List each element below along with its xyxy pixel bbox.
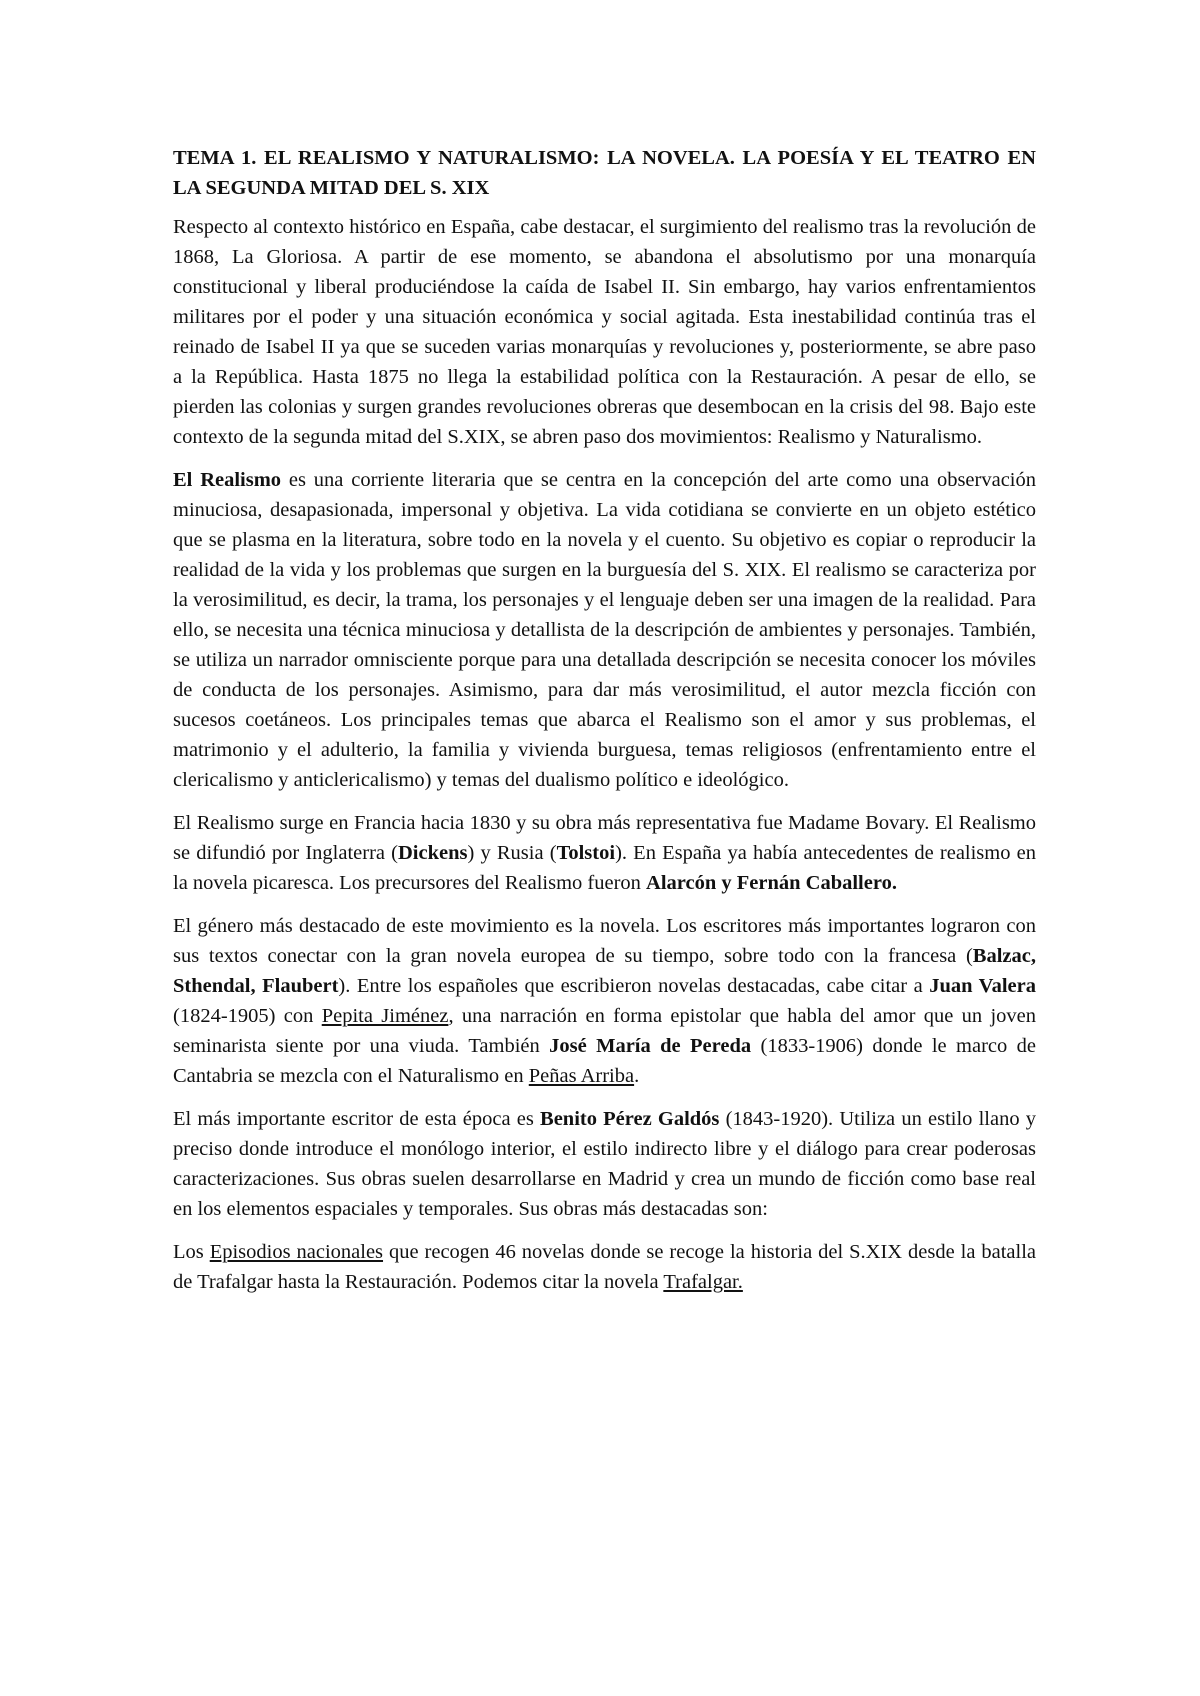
document-body: [173, 212, 1036, 1297]
text-run: El más importante escritor de esta época es: [173, 1108, 541, 1130]
bold-text-run: Alarcón y Fernán Caballero.: [646, 872, 897, 894]
text-run: (1824-1905) con: [173, 1005, 322, 1027]
bold-text-run: Benito Pérez Galdós: [540, 1108, 720, 1130]
bold-text-run: José María de Pereda: [549, 1035, 752, 1057]
underlined-text-run: Trafalgar.: [663, 1271, 743, 1293]
paragraph: [173, 1237, 1036, 1297]
text-run: (1843-1920). Utiliza un estilo llano y preciso donde introduce el monólogo interior, el estilo indirecto libre y el diálogo para crear poderosas caracterizaciones. Sus obras suelen desarrollarse en Madrid y crea un mundo de ficción como base real en los elementos espaciales y temporales. Sus obras más destacadas son:: [173, 1108, 1037, 1220]
text-run: El género más destacado de este movimiento es la novela. Los escritores más importantes lograron con sus textos conectar con la gran novela europea de su tiempo, sobre todo con la francesa (: [173, 915, 1036, 967]
underlined-text-run: Episodios nacionales: [209, 1241, 384, 1263]
bold-text-run: El Realismo: [173, 469, 282, 491]
text-run: Respecto al contexto histórico en España, cabe destacar, el surgimiento del realismo tras la revolución de 1868, La Gloriosa. A partir de ese momento, se abandona el absolutismo por una monarquía constitucional y liberal produciéndose la caída de Isabel II. Sin embargo, hay varios enfrentamientos militares por el poder y una situación económica y social agitada. Esta inestabilidad continúa tras el reinado de Isabel II ya que se suceden varias monarquías y revoluciones y, posteriormente, se abre paso a la República. Hasta 1875 no llega la estabilidad política con la Restauración. A pesar de ello, se pierden las colonias y surgen grandes revoluciones obreras que desembocan en la crisis del 98. Bajo este contexto de la segunda mitad del S.XIX, se abren paso dos movimientos: Realismo y Naturalismo.: [173, 216, 1036, 448]
text-run: es una corriente literaria que se centra en la concepción del arte como una observación minuciosa, desapasionada, impersonal y objetiva. La vida cotidiana se convierte en un objeto estético que se plasma en la literatura, sobre todo en la novela y el cuento. Su objetivo es copiar o reproducir la realidad de la vida y los problemas que surgen en la burguesía del S. XIX. El realismo se caracteriza por la verosimilitud, es decir, la trama, los personajes y el lenguaje deben ser una imagen de la realidad. Para ello, se necesita una técnica minuciosa y detallista de la descripción de ambientes y personajes. También, se utiliza un narrador omnisciente porque para una detallada descripción se necesita conocer los móviles de conducta de los personajes. Asimismo, para dar más verosimilitud, el autor mezcla ficción con sucesos coetáneos. Los principales temas que abarca el Realismo son el amor y sus problemas, el matrimonio y el adulterio, la familia y vivienda burguesa, temas religiosos (enfrentamiento entre el clericalismo y anticlericalismo) y temas del dualismo político e ideológico.: [173, 469, 1037, 791]
text-run: El Realismo surge en Francia hacia 1830 y su obra más representativa fue Madame Bovary. El Realismo se difundió por Inglaterra (: [173, 812, 1036, 864]
document-page: [173, 143, 1036, 1310]
bold-text-run: Balzac, Sthendal, Flaubert: [173, 945, 1036, 997]
document-title: TEMA 1. EL REALISMO Y NATURALISMO: LA NOVELA. LA POESÍA Y EL TEATRO EN LA SEGUNDA MITAD DEL S. XIX: [173, 147, 1036, 199]
text-run: que recogen 46 novelas donde se recoge la historia del S.XIX desde la batalla de Trafalgar hasta la Restauración. Podemos citar la novela: [173, 1241, 1036, 1293]
bold-text-run: Dickens: [398, 842, 468, 864]
paragraph: [173, 465, 1036, 795]
text-run: ). En España ya había antecedentes de realismo en la novela picaresca. Los precursores del Realismo fueron: [173, 842, 1036, 894]
underlined-text-run: Pepita Jiménez: [321, 1005, 449, 1027]
paragraph: [173, 212, 1036, 452]
bold-text-run: Tolstoi: [556, 842, 616, 864]
paragraph: [173, 911, 1036, 1091]
text-run: ) y Rusia (: [467, 842, 557, 864]
text-run: .: [634, 1065, 640, 1087]
text-run: Los: [173, 1241, 210, 1263]
text-run: (1833-1906) donde le marco de Cantabria se mezcla con el Naturalismo en: [173, 1035, 1036, 1087]
paragraph: [173, 808, 1036, 898]
text-run: ). Entre los españoles que escribieron novelas destacadas, cabe citar a: [338, 975, 930, 997]
paragraph: [173, 1104, 1036, 1224]
bold-text-run: Juan Valera: [929, 975, 1037, 997]
text-run: , una narración en forma epistolar que habla del amor que un joven seminarista siente por una viuda. También: [173, 1005, 1036, 1057]
underlined-text-run: Peñas Arriba: [528, 1065, 635, 1087]
